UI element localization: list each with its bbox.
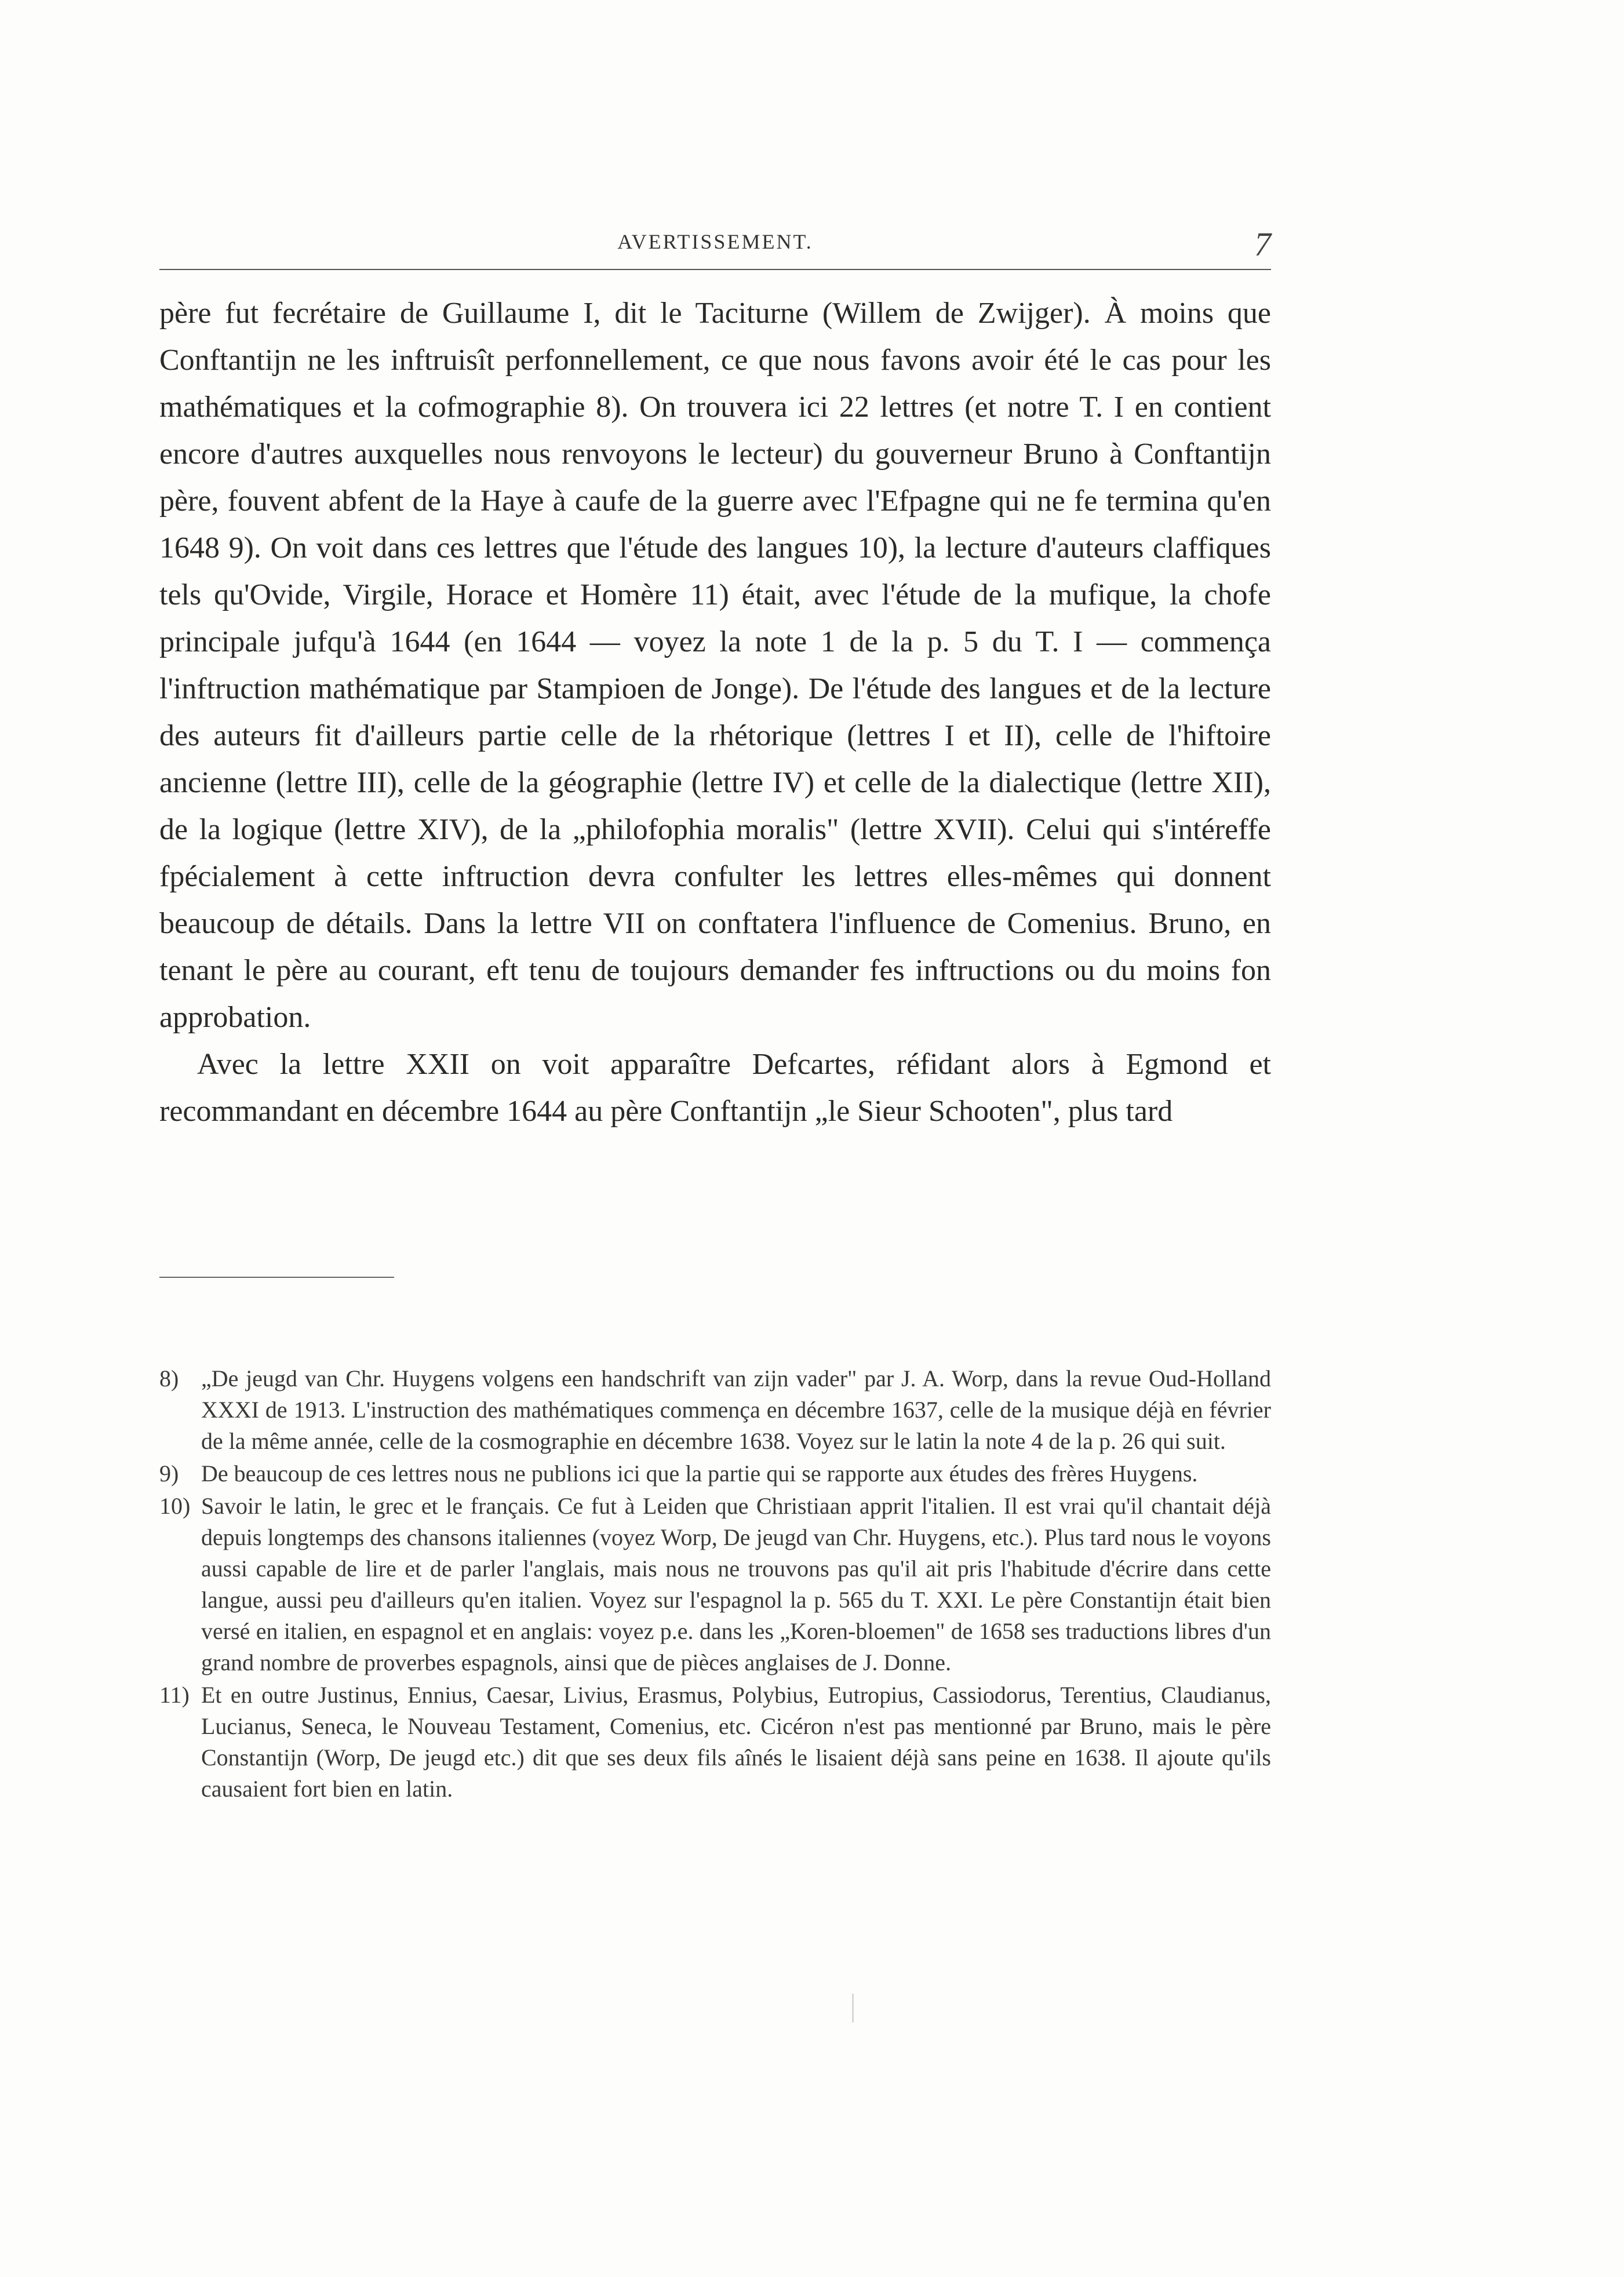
footnote-mark: 8)	[159, 1365, 179, 1391]
footnote-mark: 11)	[159, 1682, 190, 1708]
page-header	[159, 225, 1271, 265]
footnote-mark: 9)	[159, 1460, 179, 1487]
footnote-10	[159, 1491, 1271, 1678]
header-rule	[159, 269, 1271, 270]
body-paragraph-1: père fut fecrétaire de Guillaume I, dit le Taciturne (Willem de Zwijger). À moins que Conftantijn ne les inftruisît perfonnellement, ce que nous favons avoir été le cas pour les mathématiques et la cofmographie 8). On trouvera ici 22 lettres (et notre T. I en contient encore d'autres auxquelles nous renvoyons le lecteur) du gouverneur Bruno à Conftantijn père, fouvent abfent de la Haye à caufe de la guerre avec l'Efpagne qui ne fe termina qu'en 1648 9). On voit dans ces lettres que l'étude des langues 10), la lecture d'auteurs claffiques tels qu'Ovide, Virgile, Horace et Homère 11) était, avec l'étude de la mufique, la chofe principale jufqu'à 1644 (en 1644 — voyez la note 1 de la p. 5 du T. I — commença l'inftruction mathématique par Stampioen de Jonge). De l'étude des langues et de la lecture des auteurs fit d'ailleurs partie celle de la rhétorique (lettres I et II), celle de l'hiftoire ancienne (lettre III), celle de la géographie (lettre IV) et celle de la dialectique (lettre XII), de la logique (lettre XIV), de la „philofophia moralis" (lettre XVII). Celui qui s'intéreffe fpécialement à cette inftruction devra confulter les lettres elles-mêmes qui donnent beaucoup de détails. Dans la lettre VII on conftatera l'influence de Comenius. Bruno, en tenant le père au courant, eft tenu de toujours demander fes inftructions ou du moins fon approbation.	[159, 297, 1271, 1034]
footnote-8	[159, 1363, 1271, 1457]
footnotes	[159, 1363, 1271, 1806]
footnote-text: De beaucoup de ces lettres nous ne publions ici que la partie qui se rapporte aux études des frères Huygens.	[201, 1460, 1198, 1487]
footnote-11	[159, 1679, 1271, 1805]
footnote-text: „De jeugd van Chr. Huygens volgens een handschrift van zijn vader" par J. A. Worp, dans la revue Oud-Holland XXXI de 1913. L'instruction des mathématiques commença en décembre 1637, celle de la musique déjà en février de la même année, celle de la cosmographie en décembre 1638. Voyez sur le latin la note 4 de la p. 26 qui suit.	[201, 1365, 1271, 1454]
print-mark	[852, 1994, 854, 2023]
main-text	[159, 290, 1271, 1135]
footnote-9	[159, 1458, 1271, 1489]
footnote-text: Savoir le latin, le grec et le français. Ce fut à Leiden que Christiaan apprit l'italien. Il est vrai qu'il chantait déjà depuis longtemps des chansons italiennes (voyez Worp, De jeugd van Chr. Huygens, etc.). Plus tard nous le voyons aussi capable de lire et de parler l'anglais, mais nous ne trouvons pas qu'il ait pris l'habitude d'écrire dans cette langue, aussi peu d'ailleurs qu'en italien. Voyez sur l'espagnol la p. 565 du T. XXI. Le père Constantijn était bien versé en italien, en espagnol et en anglais: voyez p.e. dans les „Koren-bloemen" de 1658 ses traductions libres d'un grand nombre de proverbes espagnols, ainsi que de pièces anglaises de J. Donne.	[201, 1493, 1271, 1675]
body-paragraph-2: Avec la lettre XXII on voit apparaître Defcartes, réfidant alors à Egmond et recommandant en décembre 1644 au père Conftantijn „le Sieur Schooten", plus tard	[159, 1048, 1271, 1128]
footnote-mark: 10)	[159, 1493, 191, 1519]
page-number: 7	[1254, 225, 1271, 263]
running-head: AVERTISSEMENT.	[617, 230, 813, 253]
footnote-separator	[159, 1277, 394, 1278]
footnote-text: Et en outre Justinus, Ennius, Caesar, Livius, Erasmus, Polybius, Eutropius, Cassiodorus, Terentius, Claudianus, Lucianus, Seneca, le Nouveau Testament, Comenius, etc. Cicéron n'est pas mentionné par Bruno, mais le père Constantijn (Worp, De jeugd etc.) dit que ses deux fils aînés le lisaient déjà sans peine en 1638. Il ajoute qu'ils causaient fort bien en latin.	[201, 1682, 1271, 1802]
